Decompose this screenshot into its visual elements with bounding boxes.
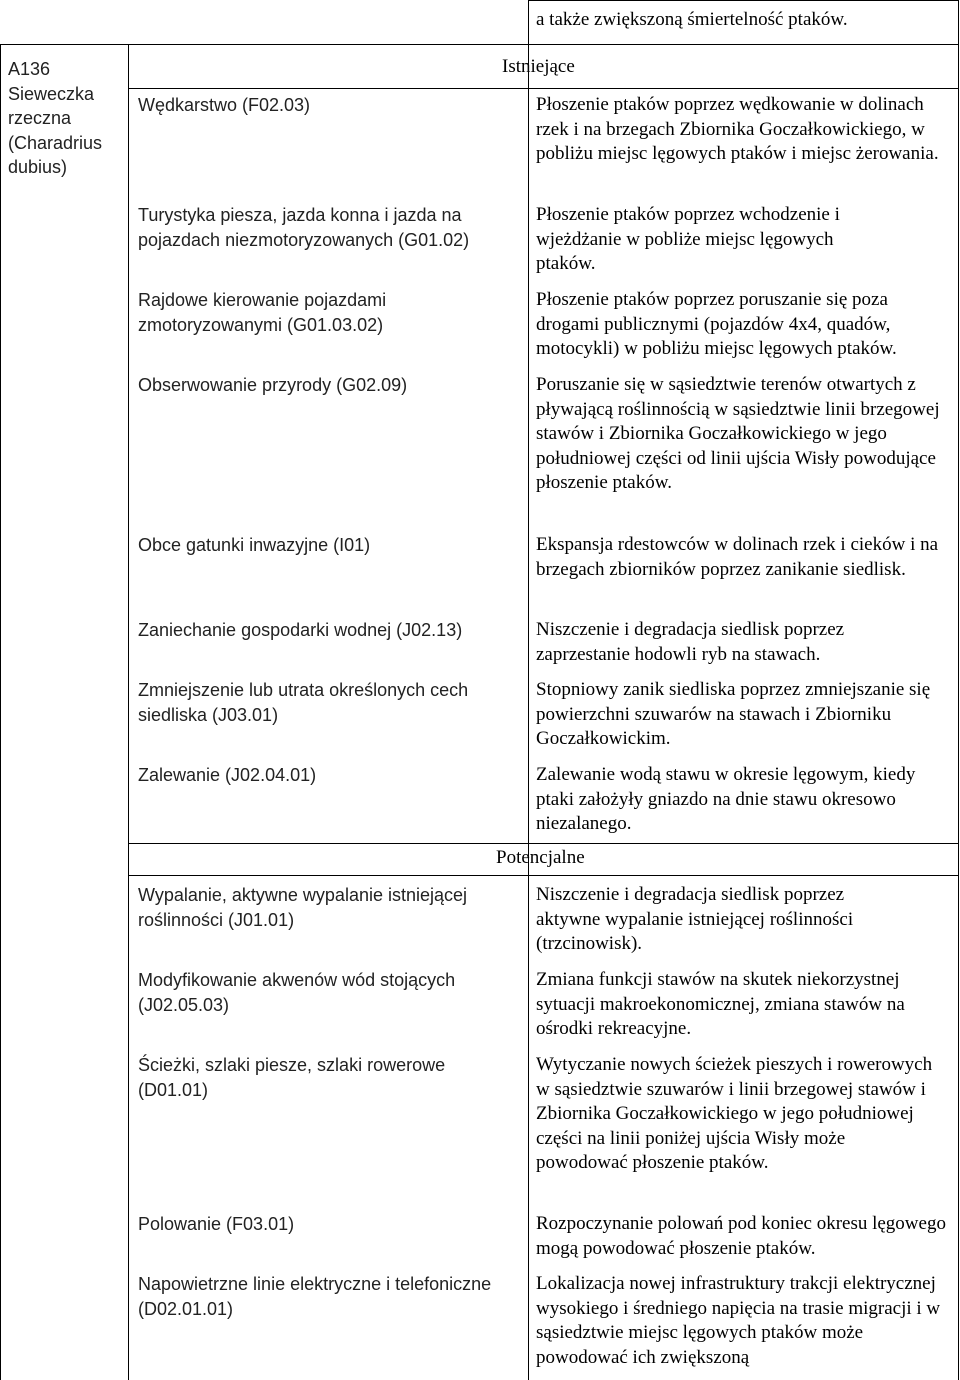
threat-item: Obserwowanie przyrody (G02.09) [138,375,408,395]
description-item: Zmiana funkcji stawów na skutek niekorzystnej sytuacji makroekonomicznej, zmiana stawów na ośrodki rekreacyjne. [536,969,905,1039]
description-item: Poruszanie się w sąsiedztwie terenów otwartych z pływającą roślinnością w sąsiedztwie linii brzegowej stawów i Zbiornika Goczałkowickiego w jego południowej części od linii ujścia Wisły powodujące płoszenie ptaków. [536,374,940,493]
section-existing: Istniejące [502,56,575,77]
section-divider-existing [128,44,958,45]
section-divider-existing-bottom [128,88,958,89]
description-item: Ekspansja rdestowców w dolinach rzek i cieków i na brzegach zbiorników poprzez zanikanie siedlisk. [536,534,939,580]
threat-item: Turystyka piesza, jazda konna i jazda na pojazdach niezmotoryzowanych (G01.02) [138,205,470,250]
description-item: Płoszenie ptaków poprzez wędkowanie w dolinach rzek i na brzegach Zbiornika Goczałkowickiego, w pobliżu miejsc lęgowych ptaków i miejsc żerowania. [536,94,939,164]
description-item: Płoszenie ptaków poprzez poruszanie się poza drogami publicznymi (pojazdów 4x4, quadów, motocykli) w pobliżu miejsc lęgowych ptaków. [536,289,897,359]
threat-item: Napowietrzne linie elektryczne i telefoniczne (D02.01.01) [138,1274,492,1319]
section-divider-potential-bottom [128,875,958,876]
species-name: A136 Sieweczka rzeczna (Charadrius dubius) [8,59,103,177]
threat-item: Zaniechanie gospodarki wodnej (J02.13) [138,620,463,640]
description-item: Wytyczanie nowych ścieżek pieszych i rowerowych w sąsiedztwie szuwarów i linii brzegowej stawów i Zbiornika Goczałkowickiego w jego południowej części na linii poniżej ujścia Wisły może powodować płoszenie ptaków. [536,1054,933,1173]
description-item: Rozpoczynanie polowań pod koniec okresu lęgowego mogą powodować płoszenie ptaków. [536,1213,946,1259]
section-potential: Potencjalne [496,847,585,868]
table-border-top-right [528,0,958,1]
threat-item: Zmniejszenie lub utrata określonych cech siedliska (J03.01) [138,680,469,725]
threat-item: Wędkarstwo (F02.03) [138,95,311,115]
description-item: Zalewanie wodą stawu w okresie lęgowym, kiedy ptaki założyły gniazdo na dnie stawu okresowo niezalanego. [536,764,916,834]
table-border-left [0,44,1,1380]
threat-item: Obce gatunki inwazyjne (I01) [138,535,371,555]
section-divider-potential [128,843,958,844]
threat-item: Rajdowe kierowanie pojazdami zmotoryzowanymi (G01.03.02) [138,290,387,335]
threat-item: Ścieżki, szlaki piesze, szlaki rowerowe (D01.01) [138,1055,446,1100]
column-divider-1 [128,44,129,1380]
description-item: Niszczenie i degradacja siedlisk poprzez zaprzestanie hodowli ryb na stawach. [536,619,845,665]
description-item: Lokalizacja nowej infrastruktury trakcji elektrycznej wysokiego i średniego napięcia na trasie migracji i w sąsiedztwie miejsc lęgowych ptaków może powodować ich zwiększoną [536,1273,941,1368]
description-item: Stopniowy zanik siedliska poprzez zmniejszanie się powierzchni szuwarów na stawach i Zbiorniku Goczałkowickim. [536,679,931,749]
threat-item: Zalewanie (J02.04.01) [138,765,317,785]
continuation-text: a także zwiększoną śmiertelność ptaków. [536,9,848,30]
threat-item: Wypalanie, aktywne wypalanie istniejącej roślinności (J01.01) [138,885,468,930]
table-border-right [958,0,959,1380]
threat-item: Polowanie (F03.01) [138,1214,295,1234]
threat-item: Modyfikowanie akwenów wód stojących (J02.05.03) [138,970,456,1015]
description-item: Niszczenie i degradacja siedlisk poprzez aktywne wypalanie istniejącej roślinności (trzcinowisk). [536,884,854,954]
column-divider-2 [528,0,529,1380]
description-item: Płoszenie ptaków poprzez wchodzenie i wjeżdżanie w pobliże miejsc lęgowych ptaków. [536,204,840,274]
